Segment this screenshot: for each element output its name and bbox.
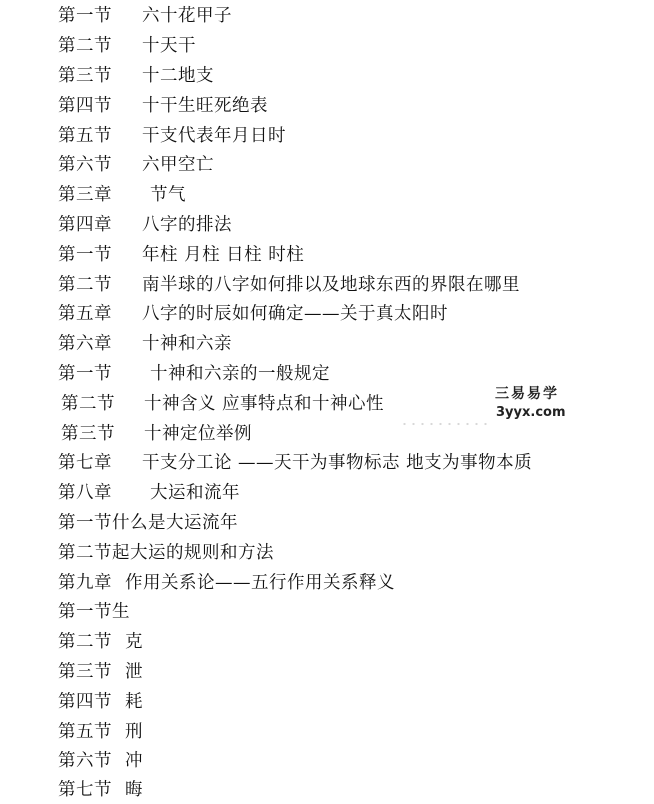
toc-title: 六甲空亡	[142, 155, 214, 175]
toc-title: 十天干	[142, 36, 196, 56]
watermark-dots	[400, 421, 490, 427]
toc-number: 第九章	[58, 573, 112, 593]
toc-title: 泄	[125, 662, 143, 682]
toc-line	[58, 3, 232, 29]
toc-line	[58, 272, 520, 298]
toc-title: 作用关系论——五行作用关系释义	[125, 573, 395, 593]
toc-title: 年柱 月柱 日柱 时柱	[142, 245, 305, 265]
toc-line	[58, 599, 130, 625]
toc-line	[58, 510, 238, 536]
toc-title: 大运和流年	[150, 483, 240, 503]
watermark-url: 3yyx.com	[496, 405, 566, 420]
toc-number: 第一节	[58, 245, 112, 265]
toc-number: 第二节	[58, 275, 112, 295]
toc-line	[58, 719, 143, 745]
toc-line	[58, 689, 143, 715]
toc-title: 八字的时辰如何确定——关于真太阳时	[142, 304, 448, 324]
toc-number: 第一节	[58, 364, 112, 384]
toc-line	[58, 629, 143, 655]
toc-line	[58, 242, 304, 268]
toc-number: 第五章	[58, 304, 112, 324]
toc-title: 十神和六亲	[142, 334, 232, 354]
toc-number: 第四章	[58, 215, 112, 235]
toc-line	[58, 123, 286, 149]
toc-number: 第七章	[58, 453, 112, 473]
toc-title: 什么是大运流年	[112, 513, 238, 533]
toc-line	[58, 450, 532, 476]
toc-title: 十神和六亲的一般规定	[150, 364, 330, 384]
toc-number: 第四节	[58, 96, 112, 116]
toc-number: 第二节	[58, 632, 112, 652]
toc-line	[58, 748, 143, 774]
toc-line	[58, 301, 448, 327]
toc-number: 第五节	[58, 722, 112, 742]
toc-number: 第七节	[58, 780, 112, 800]
toc-title: 干支分工论 ——天干为事物标志 地支为事物本质	[142, 453, 533, 473]
toc-line	[58, 152, 214, 178]
toc-title: 晦	[125, 780, 143, 800]
toc-title: 十二地支	[142, 66, 214, 86]
toc-line	[61, 421, 252, 447]
toc-title: 刑	[125, 722, 143, 742]
toc-number: 第二节	[61, 394, 115, 414]
toc-number: 第二节	[58, 543, 112, 563]
toc-number: 第六节	[58, 751, 112, 771]
toc-title: 克	[125, 632, 143, 652]
toc-line	[58, 777, 143, 803]
toc-number: 第三节	[61, 424, 115, 444]
toc-line	[58, 93, 268, 119]
toc-title: 干支代表年月日时	[142, 126, 286, 146]
toc-title: 冲	[125, 751, 143, 771]
toc-number: 第四节	[58, 692, 112, 712]
toc-number: 第一节	[58, 513, 112, 533]
toc-number: 第六章	[58, 334, 112, 354]
toc-title: 十干生旺死绝表	[142, 96, 268, 116]
toc-title: 节气	[150, 185, 186, 205]
toc-number: 第六节	[58, 155, 112, 175]
toc-line	[61, 391, 384, 417]
toc-line	[58, 659, 143, 685]
watermark-title: 三易易学	[495, 386, 559, 402]
toc-number: 第二节	[58, 36, 112, 56]
toc-title: 起大运的规则和方法	[112, 543, 274, 563]
toc-line	[58, 540, 274, 566]
toc-line	[58, 33, 196, 59]
toc-number: 第八章	[58, 483, 112, 503]
toc-title: 十神含义 应事特点和十神心性	[144, 394, 385, 414]
toc-title: 十神定位举例	[144, 424, 252, 444]
toc-line	[58, 331, 232, 357]
toc-line	[58, 480, 240, 506]
toc-line	[58, 182, 186, 208]
toc-line	[58, 361, 330, 387]
toc-number: 第三节	[58, 66, 112, 86]
toc-title: 耗	[125, 692, 143, 712]
toc-title: 南半球的八字如何排以及地球东西的界限在哪里	[142, 275, 520, 295]
toc-number: 第三节	[58, 662, 112, 682]
toc-number: 第五节	[58, 126, 112, 146]
toc-title: 六十花甲子	[142, 6, 232, 26]
toc-title: 生	[112, 602, 130, 622]
toc-line	[58, 63, 214, 89]
toc-number: 第一节	[58, 6, 112, 26]
toc-line	[58, 212, 232, 238]
toc-number: 第三章	[58, 185, 112, 205]
toc-number: 第一节	[58, 602, 112, 622]
toc-title: 八字的排法	[142, 215, 232, 235]
toc-line	[58, 570, 395, 596]
